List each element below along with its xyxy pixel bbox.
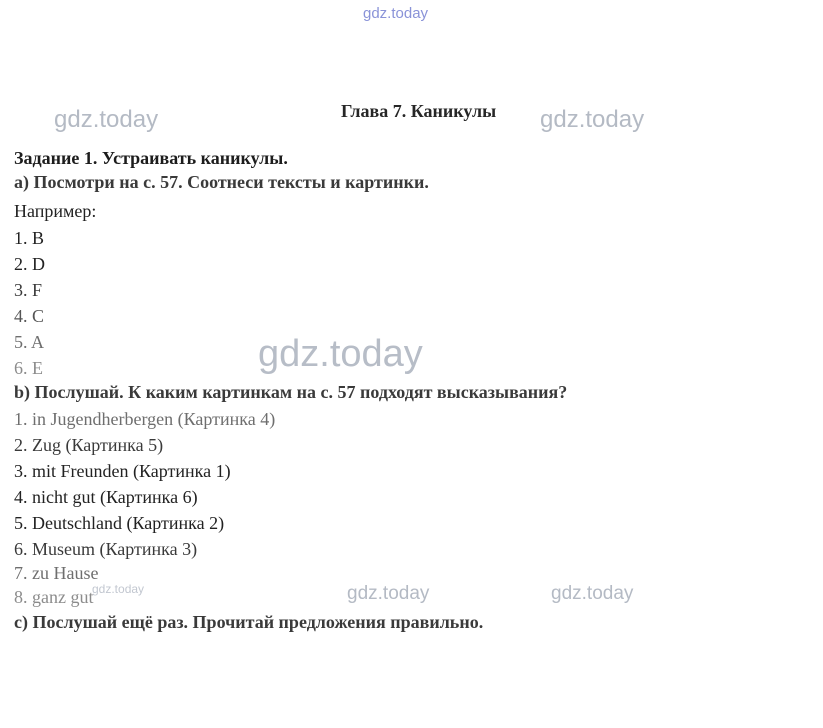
- list-item: 3. mit Freunden (Картинка 1): [14, 461, 231, 481]
- watermark-small: gdz.today: [92, 582, 145, 596]
- watermark-right: gdz.today: [540, 106, 645, 133]
- task-part-a: a) Посмотри на с. 57. Соотнеси тексты и картинки.: [14, 172, 429, 192]
- list-item: 6. E: [14, 358, 43, 378]
- list-item: 1. B: [14, 228, 45, 248]
- watermark-bottom-right: gdz.today: [551, 583, 634, 604]
- list-item: 8. ganz gut: [14, 587, 94, 607]
- watermark-top: gdz.today: [363, 5, 429, 22]
- list-item: 7. zu Hause: [14, 563, 99, 583]
- task-heading: Задание 1. Устраивать каникулы.: [14, 148, 288, 168]
- list-item: 3. F: [14, 280, 43, 300]
- page-title: Глава 7. Каникулы: [341, 101, 497, 121]
- watermark-bottom-left: gdz.today: [347, 583, 430, 604]
- list-item: 5. A: [14, 332, 45, 352]
- list-item: 4. nicht gut (Картинка 6): [14, 487, 198, 507]
- task-part-b: b) Послушай. К каким картинкам на с. 57 подходят высказывания?: [14, 382, 568, 402]
- list-item: 6. Museum (Картинка 3): [14, 539, 198, 559]
- list-item: 4. C: [14, 306, 45, 326]
- task-part-c: c) Послушай ещё раз. Прочитай предложения правильно.: [14, 612, 484, 632]
- list-item: 1. in Jugendherbergen (Картинка 4): [14, 409, 276, 429]
- watermark-center: gdz.today: [258, 333, 423, 375]
- list-item: 2. D: [14, 254, 45, 274]
- watermark-left: gdz.today: [54, 106, 159, 133]
- example-label: Например:: [14, 201, 97, 221]
- list-item: 5. Deutschland (Картинка 2): [14, 513, 225, 533]
- list-item: 2. Zug (Картинка 5): [14, 435, 164, 455]
